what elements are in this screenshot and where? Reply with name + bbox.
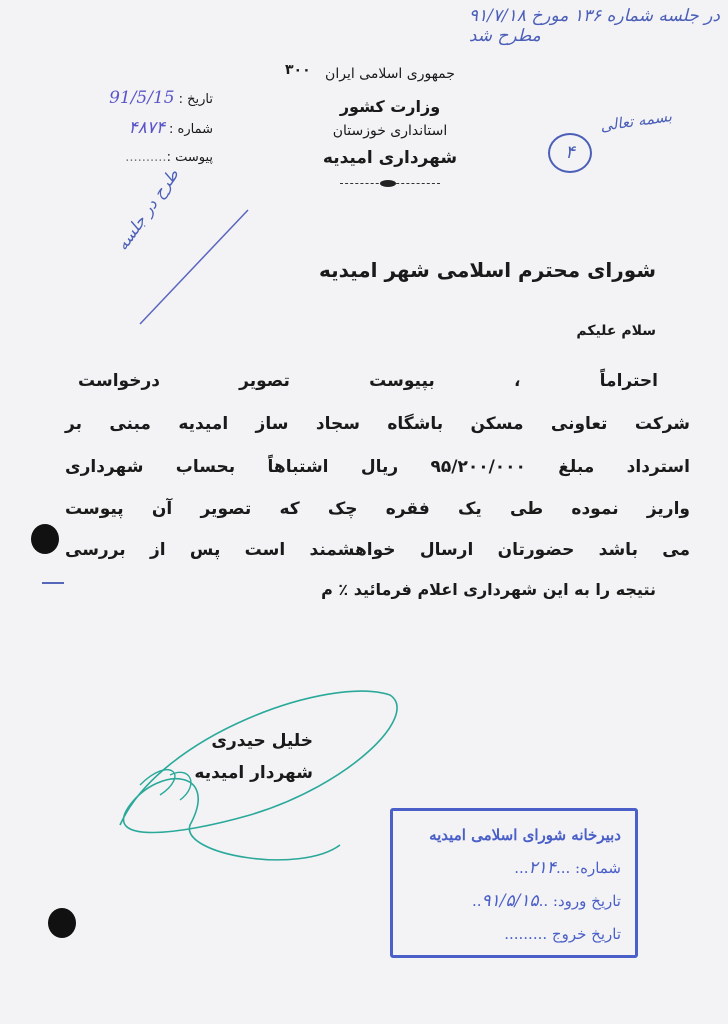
signer-title: شهردار امیدیه [194, 763, 313, 783]
letterhead-ministry: وزارت کشور [339, 97, 441, 116]
handwritten-session-note [469, 6, 720, 46]
attachment-field [125, 150, 213, 165]
punch-hole [48, 908, 76, 938]
body-line: می باشد حضورتان ارسال خواهشمند است پس از بررسی [65, 540, 690, 560]
date-value: 91/5/15 [109, 88, 175, 108]
attachment-label: پیوست : [166, 150, 213, 165]
letterhead-province: استانداری خوزستان [332, 123, 448, 139]
stamp-number: شماره: ...۲۱۴... [514, 858, 621, 878]
stamp-number-label: شماره: [575, 859, 621, 877]
margin-mark [42, 582, 64, 584]
stamp-entry-label: تاریخ ورود: [552, 892, 621, 910]
stamp-number-value: ۲۱۴ [528, 858, 556, 878]
stamp-title: دبیرخانه شورای اسلامی امیدیه [429, 826, 621, 844]
secretariat-stamp [390, 808, 638, 958]
letterhead-municipality: شهرداری امیدیه [322, 148, 458, 168]
number-field [128, 118, 213, 138]
stamp-exit-label: تاریخ خروج [551, 925, 621, 943]
margin-stroke [130, 200, 260, 330]
body-line: واریز نموده طی یک فقره چک که تصویر آن پیوست [65, 499, 690, 519]
body-line: استرداد مبلغ ۹۵/۲۰۰/۰۰۰ ریال اشتباهاً بحساب شهرداری [65, 457, 690, 477]
stamp-exit-date: تاریخ خروج ......... [504, 925, 621, 943]
date-field [109, 88, 213, 108]
signer-name: خلیل حیدری [211, 731, 313, 751]
stamp-entry-value: ۹۱/۵/۱۵ [481, 891, 539, 911]
ornament-dot [380, 180, 396, 187]
signature-scribble [100, 675, 410, 895]
page-number-circle: ۴ [548, 133, 592, 173]
date-label: تاریخ : [178, 92, 213, 107]
note-line: مطرح شد [468, 26, 541, 46]
number-value: ۴۸۷۴ [128, 118, 166, 138]
priority-mark: ۳۰۰ [285, 62, 311, 78]
handwritten-bismillah: بسمه تعالی [599, 107, 673, 135]
punch-hole [31, 524, 59, 554]
recipient-heading: شورای محترم اسلامی شهر امیدیه [318, 258, 656, 282]
handwritten-margin-note: طرح در جلسه [112, 165, 183, 254]
dotted-line: .......... [125, 150, 167, 165]
body-line: شرکت تعاونی مسکن باشگاه سجاد ساز امیدیه مبنی بر [65, 414, 690, 434]
body-line: نتیجه را به این شهرداری اعلام فرمائید ٪ م [321, 580, 656, 599]
number-label: شماره : [169, 122, 213, 137]
letterhead-country: جمهوری اسلامی ایران [325, 66, 455, 82]
stamp-entry-date: تاریخ ورود: ..۹۱/۵/۱۵.. [471, 891, 621, 911]
note-line: در جلسه شماره ۱۳۶ مورخ ۹۱/۷/۱۸ [468, 6, 720, 26]
body-line: احتراماً ، بپیوست تصویر درخواست [78, 371, 658, 391]
greeting: سلام علیکم [576, 323, 656, 339]
